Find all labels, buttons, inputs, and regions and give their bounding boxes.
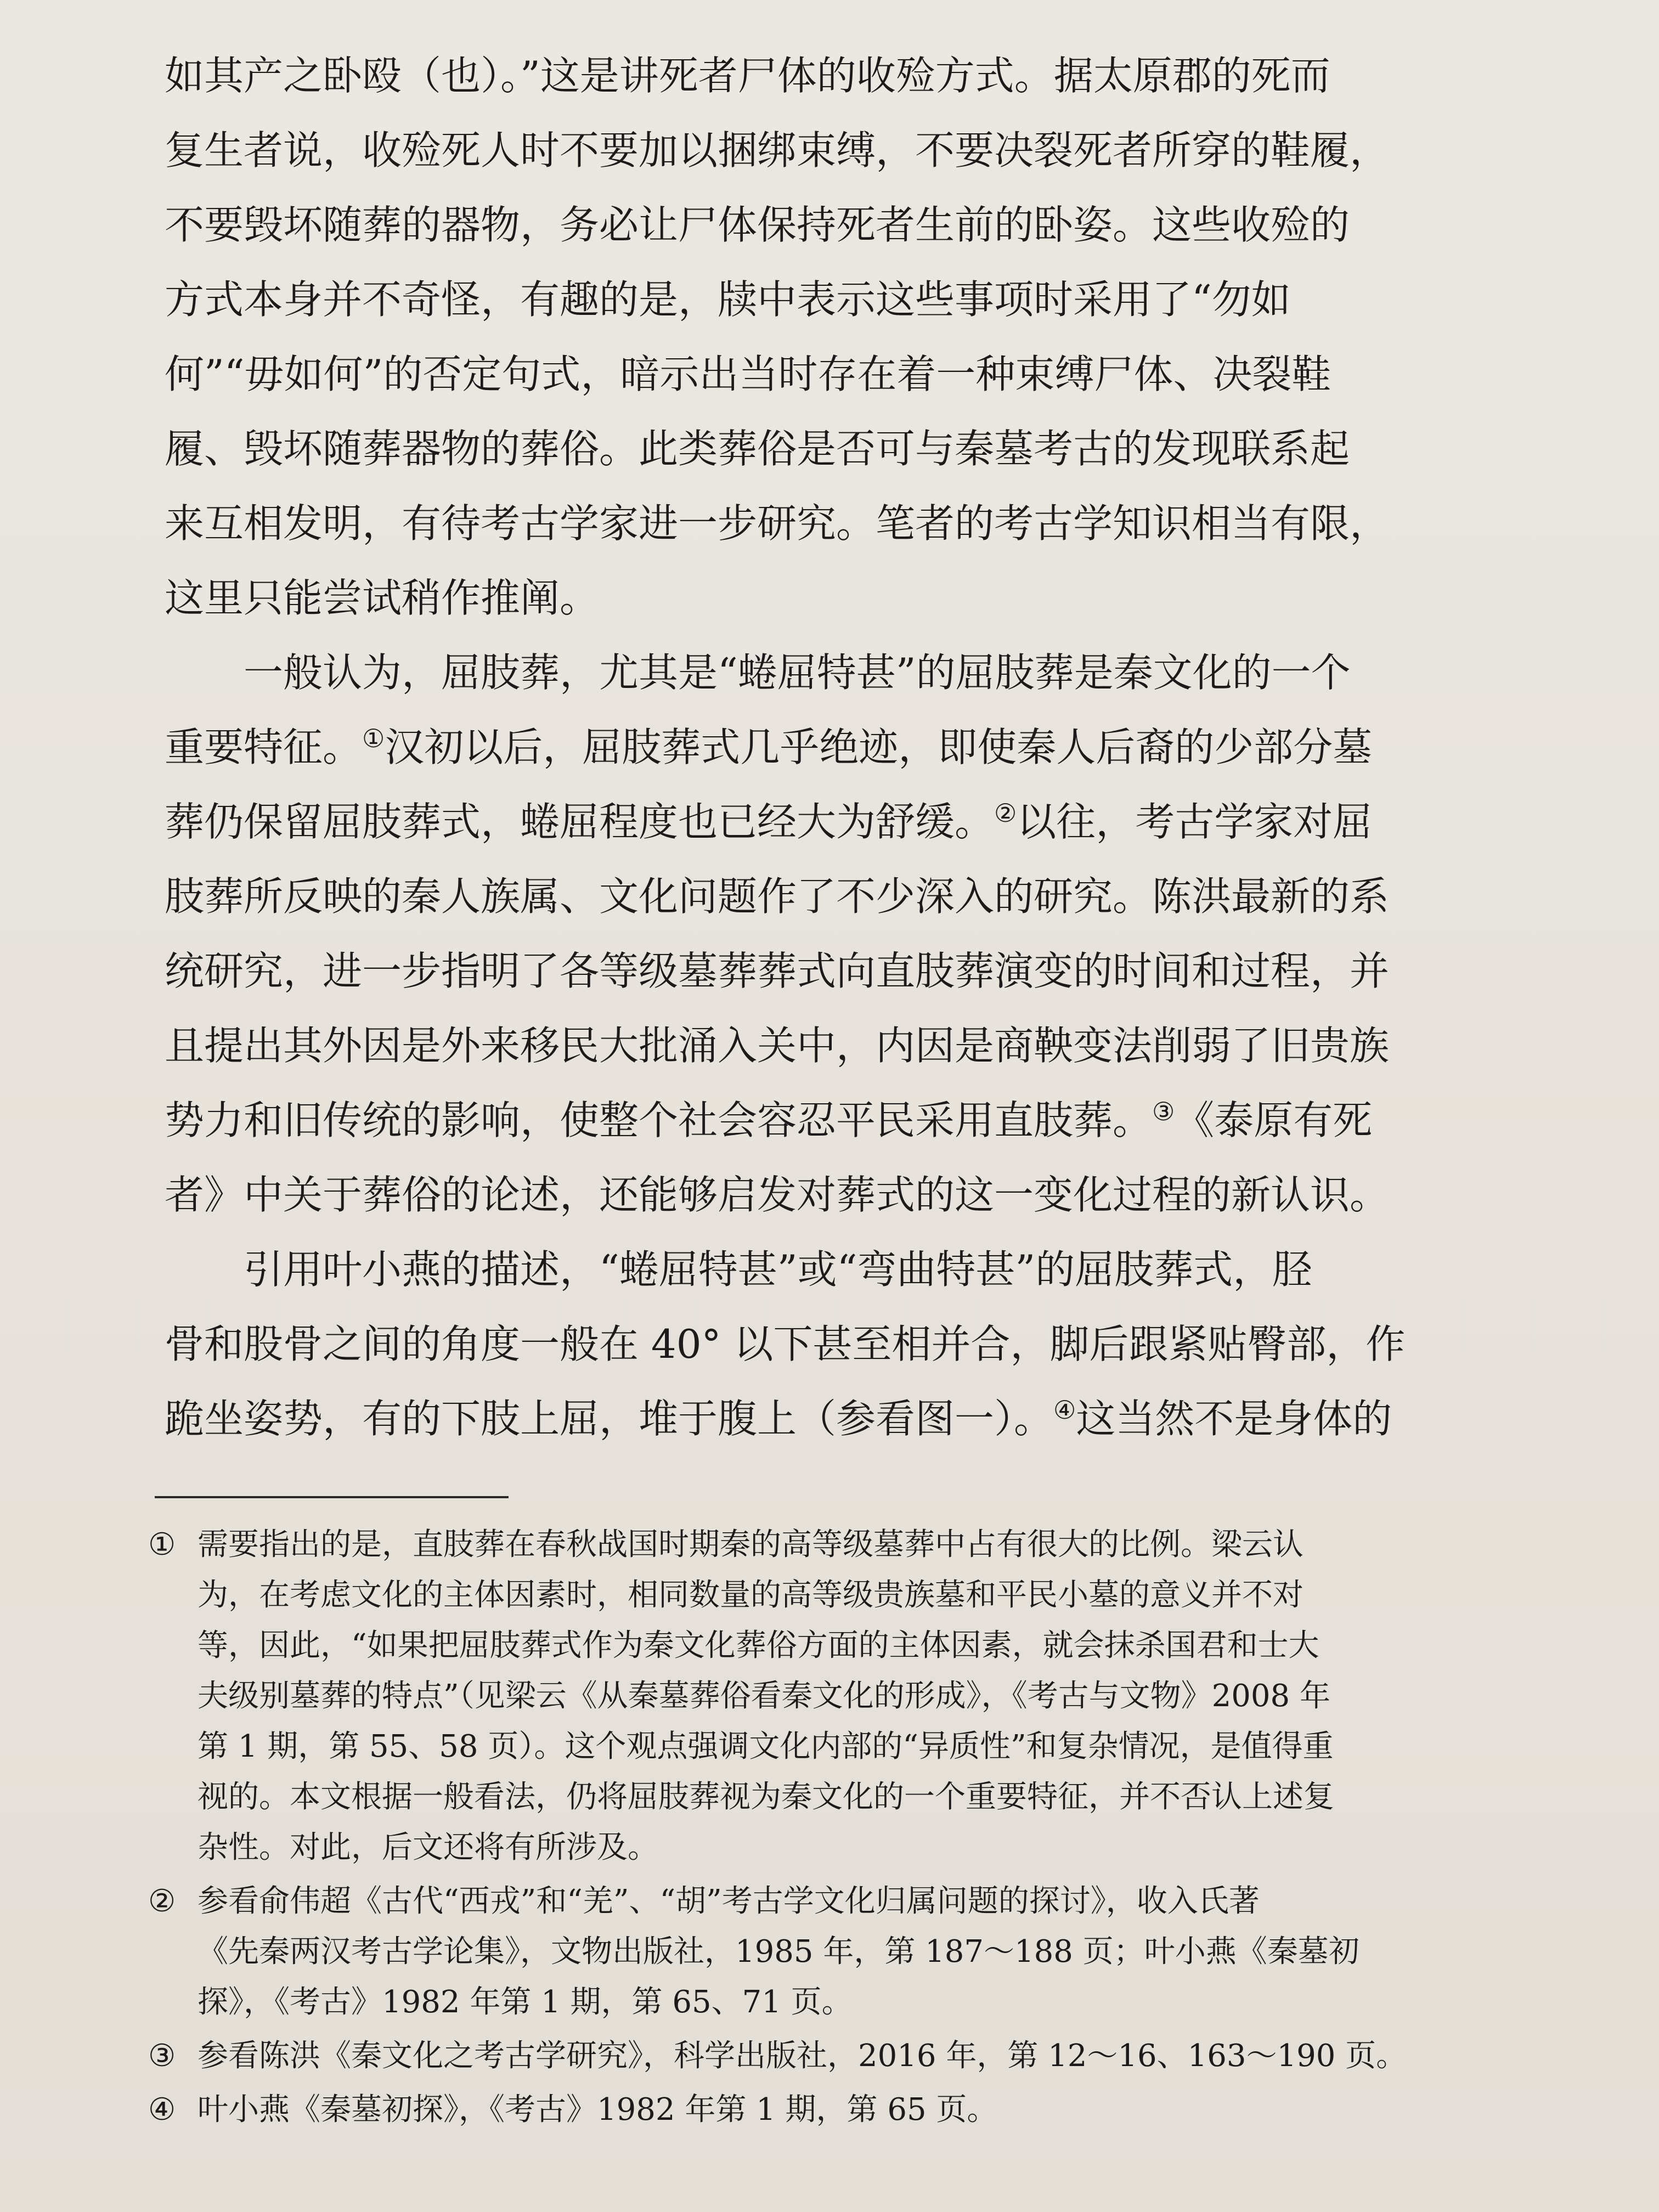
text-line: 何”“毋如何”的否定句式，暗示出当时存在着一种束缚尸体、决裂鞋 bbox=[165, 351, 1331, 397]
text-line bbox=[165, 785, 1476, 859]
footnote-marker[interactable]: ④ bbox=[1053, 1395, 1076, 1425]
footnote-number: ④ bbox=[148, 2092, 176, 2128]
text-line bbox=[165, 1381, 1476, 1456]
text-line: 这里只能尝试稍作推阐。 bbox=[165, 575, 600, 621]
text-line: 统研究，进一步指明了各等级墓葬葬式向直肢葬演变的时间和过程，并 bbox=[165, 948, 1390, 994]
footnote-line: 叶小燕《秦墓初探》，《考古》1982 年第 1 期，第 65 页。 bbox=[198, 2092, 998, 2128]
footnote-line: 视的。本文根据一般看法，仍将屈肢葬视为秦文化的一个重要特征，并不否认上述复 bbox=[198, 1779, 1334, 1815]
footnote-marker[interactable]: ③ bbox=[1152, 1097, 1175, 1126]
footnote-number: ② bbox=[148, 1883, 176, 1919]
text-line: 肢葬所反映的秦人族属、文化问题作了不少深入的研究。陈洪最新的系 bbox=[165, 873, 1390, 919]
text-segment: 这当然不是身体的 bbox=[1076, 1396, 1392, 1442]
text-line: 来互相发明，有待考古学家进一步研究。笔者的考古学知识相当有限， bbox=[165, 500, 1390, 546]
footnote-line: 夫级别墓葬的特点”（见梁云《从秦墓葬俗看秦文化的形成》，《考古与文物》2008 年 bbox=[198, 1678, 1330, 1714]
text-segment: 葬仍保留屈肢葬式，蜷屈程度也已经大为舒缓。 bbox=[165, 799, 995, 845]
footnote-line: 为，在考虑文化的主体因素时，相同数量的高等级贵族墓和平民小墓的意义并不对 bbox=[198, 1577, 1304, 1613]
main-text bbox=[165, 38, 1476, 1456]
text-segment: 跪坐姿势，有的下肢上屈，堆于腹上（参看图一）。 bbox=[165, 1396, 1054, 1442]
footnote-line: 参看陈洪《秦文化之考古学研究》，科学出版社，2016 年，第 12～16、163～190 页。 bbox=[198, 2038, 1407, 2074]
text-line: 一般认为，屈肢葬，尤其是“蜷屈特甚”的屈肢葬是秦文化的一个 bbox=[165, 650, 1351, 696]
text-segment: 势力和旧传统的影响，使整个社会容忍平民采用直肢葬。 bbox=[165, 1097, 1153, 1143]
text-line bbox=[165, 1083, 1476, 1158]
text-line: 如其产之卧殴（也）。”这是讲死者尸体的收殓方式。据太原郡的死而 bbox=[165, 53, 1330, 99]
text-line: 复生者说，收殓死人时不要加以捆绑束缚，不要决裂死者所穿的鞋履， bbox=[165, 127, 1390, 173]
text-segment: 汉初以后，屈肢葬式几乎绝迹，即使秦人后裔的少部分墓 bbox=[385, 724, 1373, 770]
footnote-marker[interactable]: ① bbox=[362, 724, 385, 753]
footnote-line: 第 1 期，第 55、58 页）。这个观点强调文化内部的“异质性”和复杂情况，是值得重 bbox=[198, 1729, 1334, 1764]
footnote-line: 等，因此，“如果把屈肢葬式作为秦文化葬俗方面的主体因素，就会抹杀国君和士大 bbox=[198, 1628, 1319, 1663]
text-line: 不要毁坏随葬的器物，务必让尸体保持死者生前的卧姿。这些收殓的 bbox=[165, 202, 1350, 248]
footnote-marker[interactable]: ② bbox=[994, 798, 1017, 828]
footnote-line: 《先秦两汉考古学论集》，文物出版社，1985 年，第 187～188 页；叶小燕《秦墓初 bbox=[198, 1934, 1359, 1970]
footnote-line: 探》，《考古》1982 年第 1 期，第 65、71 页。 bbox=[198, 1984, 853, 2020]
text-segment: 重要特征。 bbox=[165, 724, 363, 770]
text-line: 方式本身并不奇怪，有趣的是，牍中表示这些事项时采用了“勿如 bbox=[165, 276, 1291, 323]
footnotes bbox=[137, 1520, 1465, 2138]
text-line: 履、毁坏随葬器物的葬俗。此类葬俗是否可与秦墓考古的发现联系起 bbox=[165, 426, 1350, 472]
footnote-divider bbox=[155, 1496, 509, 1498]
footnote-4 bbox=[137, 2085, 1465, 2135]
text-line: 骨和股骨之间的角度一般在 40° 以下甚至相并合，脚后跟紧贴臀部，作 bbox=[165, 1321, 1406, 1367]
text-segment: 《泰原有死 bbox=[1175, 1097, 1373, 1143]
footnote-1 bbox=[137, 1520, 1465, 1873]
text-line: 者》中关于葬俗的论述，还能够启发对葬式的这一变化过程的新认识。 bbox=[165, 1172, 1390, 1218]
footnote-3 bbox=[137, 2031, 1465, 2081]
text-segment: 以往，考古学家对屈 bbox=[1017, 799, 1373, 845]
text-line bbox=[165, 710, 1476, 785]
footnote-number: ① bbox=[148, 1527, 176, 1562]
footnote-2 bbox=[137, 1876, 1465, 2028]
footnote-line: 参看俞伟超《古代“西戎”和“羌”、“胡”考古学文化归属问题的探讨》，收入氏著 bbox=[198, 1883, 1260, 1919]
text-line: 且提出其外因是外来移民大批涌入关中，内因是商鞅变法削弱了旧贵族 bbox=[165, 1023, 1390, 1069]
footnote-line: 杂性。对此，后文还将有所涉及。 bbox=[198, 1830, 658, 1865]
footnote-number: ③ bbox=[148, 2038, 176, 2074]
text-line: 引用叶小燕的描述，“蜷屈特甚”或“弯曲特甚”的屈肢葬式，胫 bbox=[165, 1246, 1312, 1293]
footnote-line: 需要指出的是，直肢葬在春秋战国时期秦的高等级墓葬中占有很大的比例。梁云认 bbox=[198, 1527, 1304, 1562]
